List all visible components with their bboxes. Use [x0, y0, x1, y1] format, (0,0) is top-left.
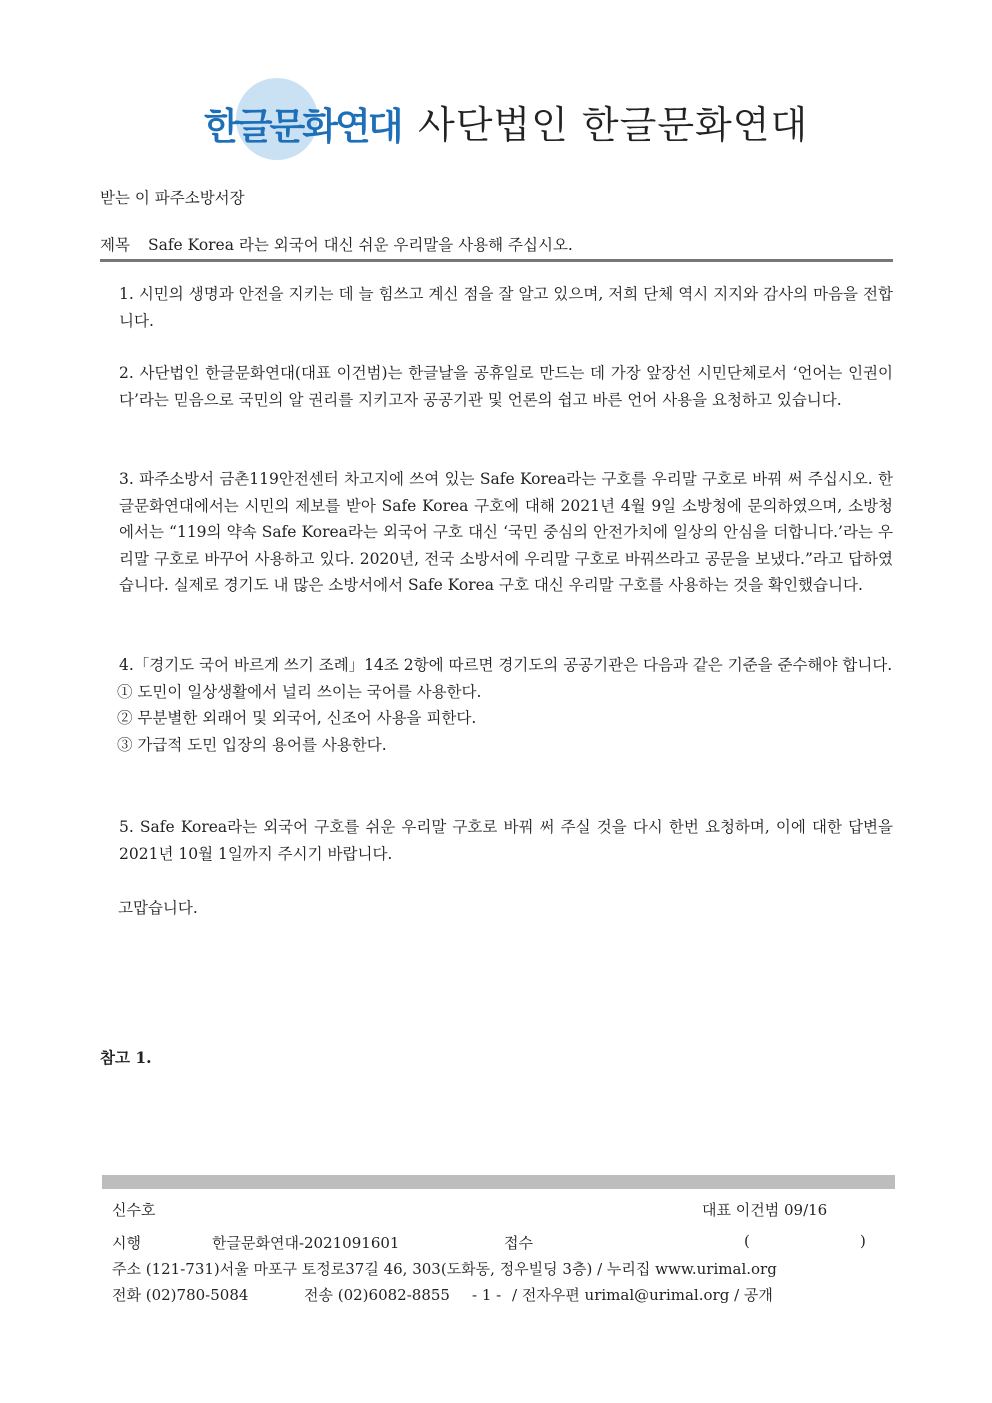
list-item: ② 무분별한 외래어 및 외국어, 신조어 사용을 피한다. [117, 709, 477, 727]
footer-paren-right: ) [860, 1232, 866, 1250]
paragraph-5 [97, 814, 893, 867]
paragraph-4-text: 4.「경기도 국어 바르게 쓰기 조례」14조 2항에 따르면 경기도의 공공기관은 다음과 같은 기준을 준수해야 합니다. [119, 656, 893, 674]
subject-text: Safe Korea 라는 외국어 대신 쉬운 우리말을 사용해 주십시오. [147, 236, 573, 254]
paragraph-3 [97, 466, 893, 599]
footer-paren-left: ( [744, 1232, 750, 1250]
footer-sihaeng-label: 시행 [112, 1234, 141, 1252]
footer-telephone: 전화 (02)780-5084 [112, 1286, 249, 1304]
list-item: ③ 가급적 도민 입장의 용어를 사용한다. [117, 735, 387, 754]
footer-fax: 전송 (02)6082-8855 [304, 1286, 450, 1304]
header-divider [100, 259, 893, 262]
closing-thanks: 고맙습니다. [118, 899, 198, 917]
organization-name: 사단법인 한글문화연대 [418, 103, 809, 147]
paragraph-3-text: 3. 파주소방서 금촌119안전센터 차고지에 쓰여 있는 Safe Korea라는 구호를 우리말 구호로 바꿔 써 주십시오. 한글문화연대에서는 시민의 제보를 받아 Safe Korea 구호에 대해 2021년 4월 9일 소방청에 문의하였으며, 소방청에서는 “119의 약속 Safe Korea라는 외국어 구호 대신 ‘국민 중심의 안전가치에 일상의 안심을 더합니다.’라는 우리말 구호로 바꾸어 사용하고 있다. 2020년, 전국 소방서에 우리말 구호로 바꿔쓰라고 공문을 보냈다.”라고 답하였습니다. 실제로 경기도 내 많은 소방서에서 Safe Korea 구호 대신 우리말 구호를 사용하는 것을 확인했습니다. [119, 470, 893, 594]
reference-label: 참고 1. [100, 1048, 152, 1067]
footer-document-number: 한글문화연대-2021091601 [212, 1234, 400, 1252]
organization-logo [200, 78, 400, 160]
paragraph-1-text: 1. 시민의 생명과 안전을 지키는 데 늘 힘쓰고 계신 점을 잘 알고 있으며, 저희 단체 역시 지지와 감사의 마음을 전합니다. [119, 285, 893, 330]
logo-text: 한글문화연대 [204, 105, 401, 148]
recipient-line: 받는 이 파주소방서장 [100, 189, 245, 207]
paragraph-1 [97, 281, 893, 334]
footer-jeopsu-label: 접수 [504, 1234, 533, 1252]
footer-sinsuho: 신수호 [112, 1201, 156, 1219]
footer-address: 주소 (121-731)서울 마포구 토정로37길 46, 303(도화동, 정우빌딩 3층) / 누리집 www.urimal.org [112, 1260, 777, 1278]
footer-email: / 전자우편 urimal@urimal.org / 공개 [512, 1286, 773, 1304]
paragraph-2 [97, 360, 893, 413]
paragraph-2-text: 2. 사단법인 한글문화연대(대표 이건범)는 한글날을 공휴일로 만드는 데 가장 앞장선 시민단체로서 ‘언어는 인권이다’라는 믿음으로 국민의 알 권리를 지키고자 공공기관 및 언론의 쉽고 바른 언어 사용을 요청하고 있습니다. [119, 364, 893, 409]
subject-line [100, 233, 573, 255]
footer-page-number: - 1 - [472, 1286, 502, 1304]
footer-divider [102, 1175, 895, 1189]
list-item: ① 도민이 일상생활에서 널리 쓰이는 국어를 사용한다. [117, 682, 482, 701]
subject-label: 제목 [100, 236, 130, 254]
footer-representative: 대표 이건범 09/16 [702, 1201, 828, 1219]
paragraph-4 [97, 652, 893, 758]
paragraph-5-text: 5. Safe Korea라는 외국어 구호를 쉬운 우리말 구호로 바꿔 써 주실 것을 다시 한번 요청하며, 이에 대한 답변을 2021년 10월 1일까지 주시기 바랍니다. [119, 818, 893, 863]
